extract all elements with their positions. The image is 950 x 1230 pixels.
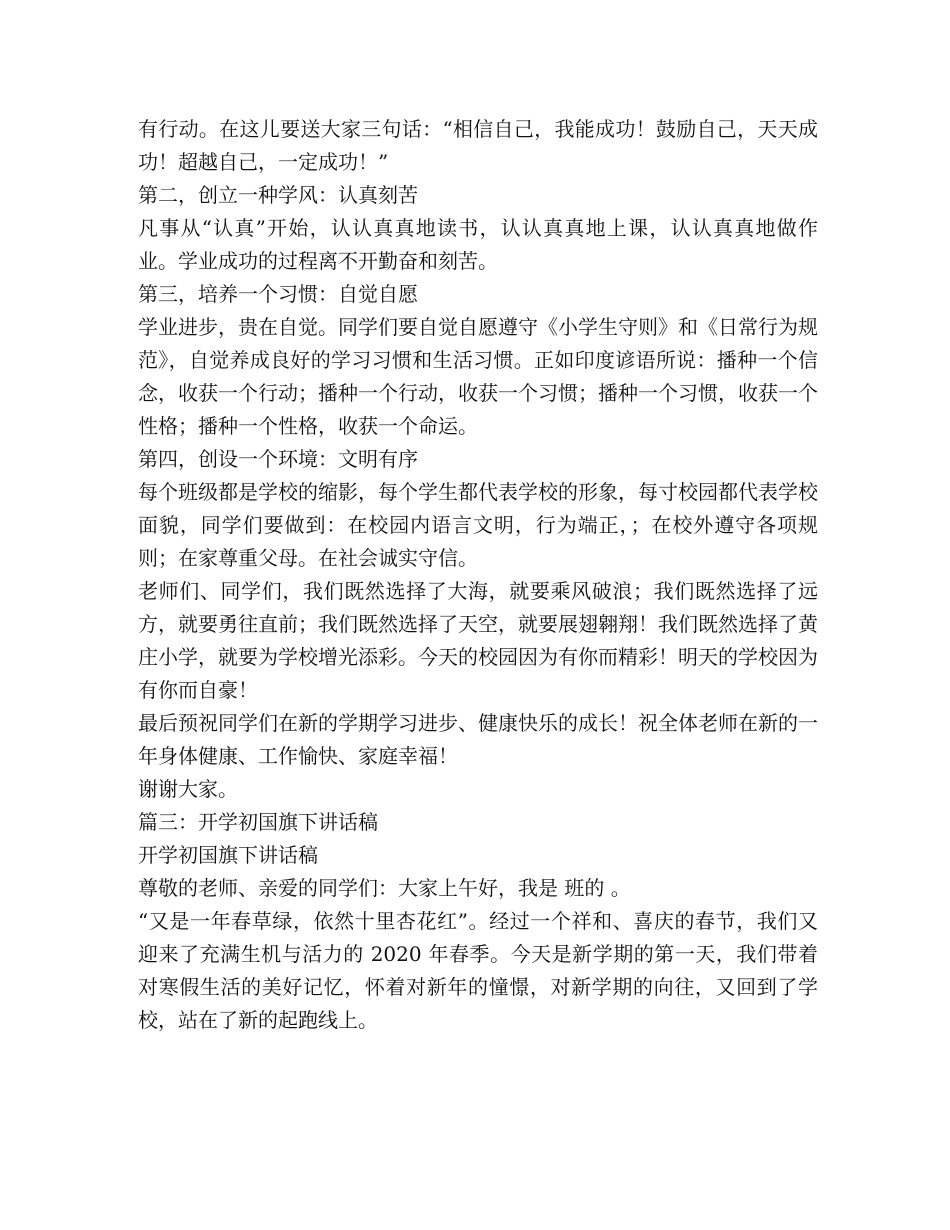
closing-line: 谢谢大家。: [138, 777, 238, 801]
greeting-line: 尊敬的老师、亲爱的同学们：大家上午好，我是 班的 。: [138, 876, 631, 900]
paragraph: 凡事从“认真”开始，认认真真地读书，认认真真地上课，认认真真地做作业。学业成功的过程离不开勤奋和刻苦。: [138, 216, 818, 273]
paragraph: 最后预祝同学们在新的学期学习进步、健康快乐的成长！祝全体老师在新的一年身体健康、工作愉快、家庭幸福！: [138, 711, 818, 768]
paragraph: 学业进步，贵在自觉。同学们要自觉自愿遵守《小学生守则》和《日常行为规范》，自觉养成良好的学习习惯和生活习惯。正如印度谚语所说：播种一个信念，收获一个行动；播种一个行动，收获一个习惯；播种一个习惯，收获一个性格；播种一个性格，收获一个命运。: [138, 315, 818, 438]
speech-title: 开学初国旗下讲话稿: [138, 843, 318, 867]
paragraph: 每个班级都是学校的缩影，每个学生都代表学校的形象，每寸校园都代表学校面貌，同学们要做到：在校园内语言文明，行为端正，；在校外遵守各项规则；在家尊重父母。在社会诚实守信。: [138, 480, 818, 570]
document-body: [138, 113, 818, 1037]
paragraph: “又是一年春草绿，依然十里杏花红”。经过一个祥和、喜庆的春节，我们又迎来了充满生机与活力的 2020 年春季。今天是新学期的第一天，我们带着对寒假生活的美好记忆，怀着对新年的憧憬，对新学期的向往，又回到了学校，站在了新的起跑线上。: [138, 909, 818, 1032]
chapter-title: 篇三：开学初国旗下讲话稿: [138, 810, 378, 834]
section-heading: 第三，培养一个习惯：自觉自愿: [138, 282, 418, 306]
section-heading: 第四，创设一个环境：文明有序: [138, 447, 418, 471]
paragraph: 老师们、同学们，我们既然选择了大海，就要乘风破浪；我们既然选择了远方，就要勇往直前；我们既然选择了天空，就要展翅翱翔！我们既然选择了黄庄小学，就要为学校增光添彩。今天的校园因为有你而精彩！明天的学校因为有你而自豪！: [138, 579, 818, 702]
paragraph: 有行动。在这儿要送大家三句话：“相信自己，我能成功！鼓励自己，天天成功！超越自己，一定成功！”: [138, 117, 818, 174]
section-heading: 第二，创立一种学风：认真刻苦: [138, 183, 418, 207]
